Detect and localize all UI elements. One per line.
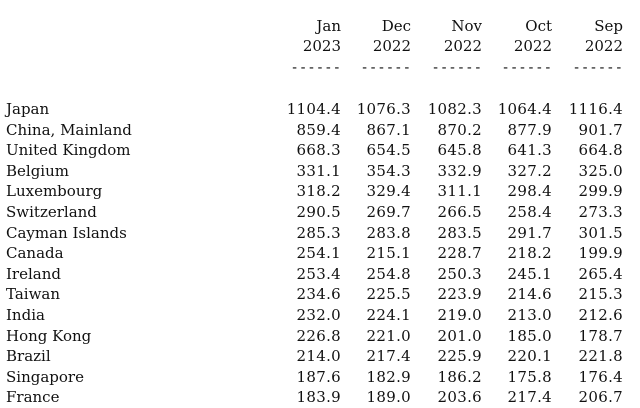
holding-value: 212.6 [578,306,623,324]
holding-value: 1116.4 [568,100,623,118]
column-year: 2022 [513,37,552,55]
table-row [0,346,640,367]
holding-value: 331.1 [296,161,341,180]
holding-value: 189.0 [366,388,411,407]
holding-value: 291.7 [507,223,552,242]
holding-value: 332.9 [437,161,482,180]
holding-value: 220.1 [507,347,552,366]
holding-value: 234.6 [296,285,341,304]
country-name: Japan [6,100,50,118]
holding-value: 225.9 [437,347,482,366]
table-row [0,243,640,264]
table-row [0,387,640,408]
country-name: United Kingdom [6,141,131,160]
country-name: Singapore [6,367,84,386]
country-name: Canada [6,244,64,263]
country-name: Hong Kong [6,326,92,345]
column-year: 2022 [443,37,482,55]
table-row [0,181,640,202]
holding-value: 1104.4 [286,100,341,118]
holding-value: 225.5 [366,285,411,304]
table-row [0,326,640,347]
table-row [0,140,640,161]
holding-value: 641.3 [507,141,552,160]
holding-value: 266.5 [437,203,482,221]
column-rule: ------ [431,60,482,76]
country-name: France [6,388,60,407]
country-name: China, Mainland [6,120,132,139]
table-row [0,305,640,326]
country-name: Brazil [6,347,51,366]
holding-value: 218.2 [507,244,552,263]
holding-value: 1076.3 [356,100,411,118]
holding-value: 215.3 [578,285,623,304]
column-header-3 [420,16,482,78]
holding-value: 901.7 [578,120,623,139]
holding-value: 206.7 [578,388,623,407]
holding-value: 283.5 [437,223,482,242]
holding-value: 187.6 [296,367,341,386]
holding-value: 201.0 [437,326,482,345]
column-month: Nov [451,17,482,35]
holding-value: 664.8 [578,141,623,160]
holding-value: 214.6 [507,285,552,304]
holding-value: 221.8 [578,347,623,366]
column-year: 2022 [372,37,411,55]
table-row [0,202,640,223]
holding-value: 185.0 [507,326,552,345]
holding-value: 325.0 [578,161,623,180]
holding-value: 186.2 [437,367,482,386]
holding-value: 1064.4 [497,100,552,118]
holding-value: 203.6 [437,388,482,407]
holding-value: 226.8 [296,326,341,345]
country-name: Belgium [6,161,69,180]
holding-value: 290.5 [296,203,341,221]
country-name: Switzerland [6,203,97,221]
table-row [0,367,640,388]
holding-value: 329.4 [366,182,411,201]
holding-value: 354.3 [366,161,411,180]
holding-value: 245.1 [507,264,552,283]
holding-value: 182.9 [366,367,411,386]
table-row [0,99,640,120]
holding-value: 219.0 [437,306,482,324]
holding-value: 283.8 [366,223,411,242]
column-rule: ------ [360,60,411,76]
country-name: Taiwan [6,285,61,304]
holding-value: 254.8 [366,264,411,283]
column-rule: ------ [572,60,623,76]
holding-value: 224.1 [366,306,411,324]
table-row [0,264,640,285]
country-name: Ireland [6,264,61,283]
holding-value: 870.2 [437,120,482,139]
holding-value: 654.5 [366,141,411,160]
column-header-2 [349,16,411,78]
column-rule: ------ [290,60,341,76]
holding-value: 253.4 [296,264,341,283]
holding-value: 285.3 [296,223,341,242]
column-rule: ------ [501,60,552,76]
holding-value: 250.3 [437,264,482,283]
holding-value: 258.4 [507,203,552,221]
column-year: 2023 [302,37,341,55]
column-month: Sep [594,17,623,35]
holding-value: 223.9 [437,285,482,304]
holding-value: 273.3 [578,203,623,221]
holding-value: 645.8 [437,141,482,160]
table-row [0,120,640,141]
holding-value: 299.9 [578,182,623,201]
holding-value: 217.4 [507,388,552,407]
column-year: 2022 [584,37,623,55]
column-month: Oct [525,17,552,35]
holding-value: 311.1 [437,182,482,201]
holding-value: 254.1 [296,244,341,263]
holding-value: 221.0 [366,326,411,345]
holding-value: 199.9 [578,244,623,263]
holding-value: 217.4 [366,347,411,366]
holding-value: 213.0 [507,306,552,324]
holding-value: 228.7 [437,244,482,263]
column-month: Jan [316,17,341,35]
holding-value: 877.9 [507,120,552,139]
country-name: Cayman Islands [6,223,127,242]
holding-value: 265.4 [578,264,623,283]
table-row [0,284,640,305]
holding-value: 232.0 [296,306,341,324]
holding-value: 318.2 [296,182,341,201]
holding-value: 859.4 [296,120,341,139]
holding-value: 298.4 [507,182,552,201]
holding-value: 269.7 [366,203,411,221]
column-header-5 [561,16,623,78]
holding-value: 301.5 [578,223,623,242]
holding-value: 175.8 [507,367,552,386]
holding-value: 215.1 [366,244,411,263]
column-month: Dec [381,17,411,35]
table-row [0,161,640,182]
holding-value: 178.7 [578,326,623,345]
holding-value: 668.3 [296,141,341,160]
holding-value: 1082.3 [427,100,482,118]
country-name: India [6,306,45,324]
holding-value: 867.1 [366,120,411,139]
column-header-1 [279,16,341,78]
holding-value: 214.0 [296,347,341,366]
holding-value: 176.4 [578,367,623,386]
holding-value: 183.9 [296,388,341,407]
country-name: Luxembourg [6,182,103,201]
table-row [0,223,640,244]
column-header-4 [490,16,552,78]
holding-value: 327.2 [507,161,552,180]
